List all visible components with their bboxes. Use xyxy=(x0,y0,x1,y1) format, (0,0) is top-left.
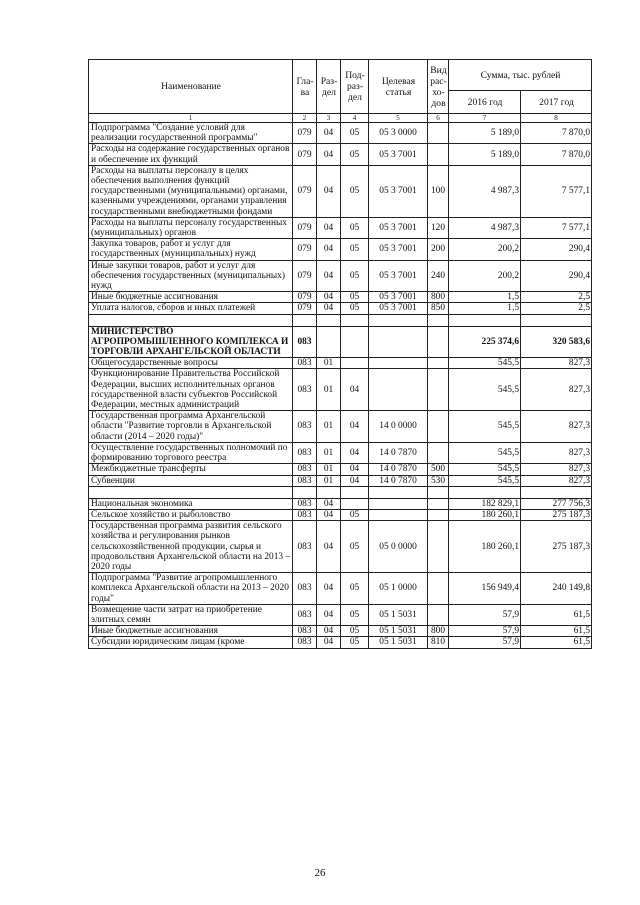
row-name-cell: Осуществление государственных полномочий по формированию торгового реестра xyxy=(89,442,293,463)
row-vid-cell: 530 xyxy=(428,475,449,486)
row-glava-cell: 079 xyxy=(293,144,317,165)
row-sum-2017-cell: 61,5 xyxy=(521,604,592,625)
budget-table-container xyxy=(88,59,591,649)
row-glava-cell: 083 xyxy=(293,442,317,463)
row-name-cell: Сельское хозяйство и рыболовство xyxy=(89,509,293,520)
row-sum-2017-cell: 2,5 xyxy=(521,303,592,314)
row-podrazdel-cell: 04 xyxy=(341,411,369,443)
row-name-cell: Национальная экономика xyxy=(89,498,293,509)
empty-cell xyxy=(428,314,449,326)
row-sum-2016-cell: 225 374,6 xyxy=(449,326,521,358)
table-row xyxy=(89,509,592,520)
row-sum-2017-cell: 827,3 xyxy=(521,442,592,463)
row-target-cell xyxy=(369,509,428,520)
row-sum-2017-cell: 827,3 xyxy=(521,358,592,369)
row-glava-cell: 083 xyxy=(293,358,317,369)
empty-cell xyxy=(521,314,592,326)
row-podrazdel-cell: 05 xyxy=(341,637,369,648)
row-vid-cell xyxy=(428,573,449,605)
empty-cell xyxy=(341,486,369,498)
table-row xyxy=(89,326,592,358)
empty-cell xyxy=(317,486,341,498)
row-razdel-cell: 04 xyxy=(317,521,341,573)
empty-cell xyxy=(369,486,428,498)
row-razdel-cell: 04 xyxy=(317,573,341,605)
column-number: 2 xyxy=(293,114,317,123)
row-sum-2016-cell: 5 189,0 xyxy=(449,144,521,165)
row-vid-cell xyxy=(428,498,449,509)
row-razdel-cell: 04 xyxy=(317,303,341,314)
row-glava-cell: 079 xyxy=(293,260,317,292)
row-name-cell: Государственная программа Архангельской области "Развитие торговли в Архангельской области (2014 – 2020 годы)" xyxy=(89,411,293,443)
row-podrazdel-cell: 04 xyxy=(341,442,369,463)
header-podrazdel: Под-раз-дел xyxy=(341,60,369,114)
row-vid-cell xyxy=(428,521,449,573)
row-name-cell: Расходы на содержание государственных органов и обеспечение их функций xyxy=(89,144,293,165)
row-sum-2016-cell: 182 829,1 xyxy=(449,498,521,509)
row-glava-cell: 079 xyxy=(293,303,317,314)
row-vid-cell: 200 xyxy=(428,239,449,260)
empty-cell xyxy=(521,486,592,498)
row-sum-2017-cell: 275 187,3 xyxy=(521,509,592,520)
row-sum-2016-cell: 57,9 xyxy=(449,604,521,625)
row-target-cell xyxy=(369,326,428,358)
row-name-cell: Подпрограмма "Развитие агропромышленного комплекса Архангельской области на 2013 – 2020 годы" xyxy=(89,573,293,605)
row-name-cell: Возмещение части затрат на приобретение элитных семян xyxy=(89,604,293,625)
table-row xyxy=(89,521,592,573)
row-glava-cell: 079 xyxy=(293,217,317,238)
row-name-cell: Подпрограмма "Создание условий для реализации государственной программы" xyxy=(89,123,293,144)
row-name-cell: Межбюджетные трансферты xyxy=(89,464,293,475)
row-sum-2016-cell: 4 987,3 xyxy=(449,165,521,217)
header-year-2017: 2017 год xyxy=(521,91,592,114)
row-target-cell: 14 0 7870 xyxy=(369,464,428,475)
row-vid-cell xyxy=(428,144,449,165)
table-row xyxy=(89,303,592,314)
row-sum-2016-cell: 57,9 xyxy=(449,626,521,637)
row-name-cell: Общегосударственные вопросы xyxy=(89,358,293,369)
row-vid-cell xyxy=(428,123,449,144)
row-podrazdel-cell: 05 xyxy=(341,303,369,314)
row-razdel-cell: 04 xyxy=(317,260,341,292)
row-razdel-cell: 04 xyxy=(317,217,341,238)
table-row xyxy=(89,358,592,369)
row-sum-2016-cell: 545,5 xyxy=(449,369,521,411)
header-glava: Гла-ва xyxy=(293,60,317,114)
row-razdel-cell xyxy=(317,326,341,358)
row-name-cell: Иные закупки товаров, работ и услуг для обеспечения государственных (муниципальных) нужд xyxy=(89,260,293,292)
row-sum-2016-cell: 57,9 xyxy=(449,637,521,648)
table-row xyxy=(89,498,592,509)
budget-table xyxy=(88,59,592,649)
row-podrazdel-cell: 05 xyxy=(341,626,369,637)
table-row xyxy=(89,464,592,475)
row-name-cell: МИНИСТЕРСТВО АГРОПРОМЫШЛЕННОГО КОМПЛЕКСА И ТОРГОВЛИ АРХАНГЕЛЬСКОЙ ОБЛАСТИ xyxy=(89,326,293,358)
row-glava-cell: 083 xyxy=(293,326,317,358)
row-vid-cell xyxy=(428,411,449,443)
row-razdel-cell: 01 xyxy=(317,411,341,443)
row-vid-cell xyxy=(428,604,449,625)
table-row xyxy=(89,292,592,303)
row-podrazdel-cell: 04 xyxy=(341,369,369,411)
row-razdel-cell: 04 xyxy=(317,637,341,648)
table-row xyxy=(89,411,592,443)
row-name-cell: Расходы на выплаты персоналу государственных (муниципальных) органов xyxy=(89,217,293,238)
row-vid-cell xyxy=(428,442,449,463)
row-target-cell: 05 3 7001 xyxy=(369,144,428,165)
row-sum-2016-cell: 545,5 xyxy=(449,464,521,475)
row-sum-2016-cell: 4 987,3 xyxy=(449,217,521,238)
table-row xyxy=(89,573,592,605)
row-razdel-cell: 01 xyxy=(317,442,341,463)
column-number: 8 xyxy=(521,114,592,123)
row-podrazdel-cell xyxy=(341,358,369,369)
column-number: 1 xyxy=(89,114,293,123)
row-name-cell: Уплата налогов, сборов и иных платежей xyxy=(89,303,293,314)
row-glava-cell: 083 xyxy=(293,637,317,648)
row-sum-2017-cell: 827,3 xyxy=(521,411,592,443)
row-target-cell: 05 1 5031 xyxy=(369,604,428,625)
row-sum-2017-cell: 290,4 xyxy=(521,260,592,292)
header-sum: Сумма, тыс. рублей xyxy=(449,60,592,91)
table-row xyxy=(89,260,592,292)
row-glava-cell: 083 xyxy=(293,573,317,605)
row-vid-cell: 240 xyxy=(428,260,449,292)
row-target-cell: 05 1 0000 xyxy=(369,573,428,605)
row-vid-cell xyxy=(428,509,449,520)
row-sum-2017-cell: 61,5 xyxy=(521,626,592,637)
row-vid-cell xyxy=(428,358,449,369)
table-row xyxy=(89,442,592,463)
row-sum-2016-cell: 180 260,1 xyxy=(449,521,521,573)
row-sum-2016-cell: 200,2 xyxy=(449,260,521,292)
empty-cell xyxy=(369,314,428,326)
row-razdel-cell: 04 xyxy=(317,144,341,165)
table-header xyxy=(89,60,592,123)
row-podrazdel-cell: 05 xyxy=(341,573,369,605)
row-sum-2017-cell: 827,3 xyxy=(521,475,592,486)
row-razdel-cell: 04 xyxy=(317,509,341,520)
header-vid: Вид рас-хо-дов xyxy=(428,60,449,114)
empty-cell xyxy=(449,486,521,498)
row-sum-2016-cell: 545,5 xyxy=(449,442,521,463)
row-glava-cell: 083 xyxy=(293,509,317,520)
row-razdel-cell: 04 xyxy=(317,498,341,509)
row-target-cell: 05 3 7001 xyxy=(369,303,428,314)
blank-row xyxy=(89,314,592,326)
row-podrazdel-cell: 05 xyxy=(341,509,369,520)
row-vid-cell xyxy=(428,326,449,358)
column-number: 7 xyxy=(449,114,521,123)
row-name-cell: Иные бюджетные ассигнования xyxy=(89,626,293,637)
row-target-cell: 05 3 7001 xyxy=(369,165,428,217)
row-target-cell: 05 3 7001 xyxy=(369,239,428,260)
row-vid-cell: 120 xyxy=(428,217,449,238)
row-sum-2016-cell: 1,5 xyxy=(449,292,521,303)
header-name: Наименование xyxy=(89,60,293,114)
row-vid-cell xyxy=(428,369,449,411)
row-razdel-cell: 04 xyxy=(317,165,341,217)
empty-cell xyxy=(293,314,317,326)
row-sum-2017-cell: 827,3 xyxy=(521,369,592,411)
row-sum-2016-cell: 545,5 xyxy=(449,358,521,369)
row-vid-cell: 810 xyxy=(428,637,449,648)
row-sum-2017-cell: 7 870,0 xyxy=(521,144,592,165)
empty-cell xyxy=(428,486,449,498)
column-number: 6 xyxy=(428,114,449,123)
row-podrazdel-cell: 05 xyxy=(341,604,369,625)
column-number: 3 xyxy=(317,114,341,123)
row-target-cell: 05 3 7001 xyxy=(369,292,428,303)
row-name-cell: Иные бюджетные ассигнования xyxy=(89,292,293,303)
row-vid-cell: 850 xyxy=(428,303,449,314)
table-body xyxy=(89,123,592,649)
row-glava-cell: 079 xyxy=(293,165,317,217)
row-sum-2016-cell: 5 189,0 xyxy=(449,123,521,144)
row-target-cell: 05 3 7001 xyxy=(369,260,428,292)
row-name-cell: Субсидии юридическим лицам (кроме xyxy=(89,637,293,648)
row-razdel-cell: 01 xyxy=(317,369,341,411)
row-glava-cell: 083 xyxy=(293,411,317,443)
row-target-cell: 05 1 5031 xyxy=(369,637,428,648)
row-glava-cell: 079 xyxy=(293,292,317,303)
row-podrazdel-cell xyxy=(341,498,369,509)
row-vid-cell: 800 xyxy=(428,626,449,637)
row-razdel-cell: 04 xyxy=(317,604,341,625)
row-podrazdel-cell: 05 xyxy=(341,260,369,292)
row-podrazdel-cell: 05 xyxy=(341,144,369,165)
row-razdel-cell: 04 xyxy=(317,626,341,637)
table-row xyxy=(89,239,592,260)
empty-cell xyxy=(89,314,293,326)
row-sum-2016-cell: 156 949,4 xyxy=(449,573,521,605)
row-sum-2017-cell: 827,3 xyxy=(521,464,592,475)
row-glava-cell: 083 xyxy=(293,498,317,509)
row-podrazdel-cell: 05 xyxy=(341,521,369,573)
row-podrazdel-cell: 05 xyxy=(341,239,369,260)
header-razdel: Раз-дел xyxy=(317,60,341,114)
row-target-cell: 05 3 0000 xyxy=(369,123,428,144)
row-glava-cell: 079 xyxy=(293,239,317,260)
row-target-cell: 14 0 7870 xyxy=(369,442,428,463)
row-glava-cell: 083 xyxy=(293,464,317,475)
row-sum-2016-cell: 1,5 xyxy=(449,303,521,314)
empty-cell xyxy=(89,486,293,498)
column-number: 4 xyxy=(341,114,369,123)
table-row xyxy=(89,637,592,648)
row-target-cell: 14 0 0000 xyxy=(369,411,428,443)
row-name-cell: Расходы на выплаты персоналу в целях обеспечения выполнения функций государственными (муниципальными) органами, казенными учреждениями, органами управления государственными внебюджетными фондами xyxy=(89,165,293,217)
table-row xyxy=(89,217,592,238)
row-sum-2016-cell: 200,2 xyxy=(449,239,521,260)
row-target-cell xyxy=(369,369,428,411)
table-row xyxy=(89,144,592,165)
header-year-2016: 2016 год xyxy=(449,91,521,114)
row-sum-2017-cell: 2,5 xyxy=(521,292,592,303)
column-number: 5 xyxy=(369,114,428,123)
column-numbers-row xyxy=(89,114,592,123)
row-sum-2016-cell: 545,5 xyxy=(449,475,521,486)
row-name-cell: Субвенции xyxy=(89,475,293,486)
row-sum-2017-cell: 7 577,1 xyxy=(521,217,592,238)
row-glava-cell: 083 xyxy=(293,626,317,637)
row-glava-cell: 079 xyxy=(293,123,317,144)
row-razdel-cell: 04 xyxy=(317,123,341,144)
row-target-cell xyxy=(369,358,428,369)
row-sum-2016-cell: 180 260,1 xyxy=(449,509,521,520)
empty-cell xyxy=(449,314,521,326)
blank-row xyxy=(89,486,592,498)
row-name-cell: Функционирование Правительства Российской Федерации, высших исполнительных органов государственной власти субъектов Российской Федерации, местных администраций xyxy=(89,369,293,411)
row-sum-2017-cell: 320 583,6 xyxy=(521,326,592,358)
row-sum-2017-cell: 275 187,3 xyxy=(521,521,592,573)
row-podrazdel-cell: 05 xyxy=(341,165,369,217)
row-glava-cell: 083 xyxy=(293,521,317,573)
row-glava-cell: 083 xyxy=(293,369,317,411)
row-vid-cell: 100 xyxy=(428,165,449,217)
row-razdel-cell: 01 xyxy=(317,358,341,369)
table-row xyxy=(89,369,592,411)
row-target-cell: 05 1 5031 xyxy=(369,626,428,637)
table-row xyxy=(89,123,592,144)
row-glava-cell: 083 xyxy=(293,475,317,486)
table-row xyxy=(89,604,592,625)
row-razdel-cell: 04 xyxy=(317,292,341,303)
row-podrazdel-cell: 04 xyxy=(341,475,369,486)
row-target-cell: 05 3 7001 xyxy=(369,217,428,238)
row-podrazdel-cell: 05 xyxy=(341,217,369,238)
row-podrazdel-cell xyxy=(341,326,369,358)
row-sum-2017-cell: 7 577,1 xyxy=(521,165,592,217)
table-row xyxy=(89,165,592,217)
row-vid-cell: 500 xyxy=(428,464,449,475)
row-sum-2017-cell: 290,4 xyxy=(521,239,592,260)
row-name-cell: Закупка товаров, работ и услуг для государственных (муниципальных) нужд xyxy=(89,239,293,260)
row-target-cell xyxy=(369,498,428,509)
row-sum-2017-cell: 61,5 xyxy=(521,637,592,648)
table-row xyxy=(89,475,592,486)
header-target: Целевая статья xyxy=(369,60,428,114)
row-glava-cell: 083 xyxy=(293,604,317,625)
row-sum-2017-cell: 240 149,8 xyxy=(521,573,592,605)
row-target-cell: 14 0 7870 xyxy=(369,475,428,486)
empty-cell xyxy=(341,314,369,326)
row-vid-cell: 800 xyxy=(428,292,449,303)
row-target-cell: 05 0 0000 xyxy=(369,521,428,573)
row-razdel-cell: 04 xyxy=(317,239,341,260)
row-sum-2017-cell: 277 756,3 xyxy=(521,498,592,509)
row-razdel-cell: 01 xyxy=(317,464,341,475)
row-name-cell: Государственная программа развития сельского хозяйства и регулирования рынков сельскохозяйственной продукции, сырья и продовольствия Архангельской области на 2013 – 2020 годы xyxy=(89,521,293,573)
row-podrazdel-cell: 04 xyxy=(341,464,369,475)
empty-cell xyxy=(317,314,341,326)
table-row xyxy=(89,626,592,637)
row-sum-2017-cell: 7 870,0 xyxy=(521,123,592,144)
row-sum-2016-cell: 545,5 xyxy=(449,411,521,443)
row-podrazdel-cell: 05 xyxy=(341,123,369,144)
page-number: 26 xyxy=(314,867,326,879)
row-podrazdel-cell: 05 xyxy=(341,292,369,303)
empty-cell xyxy=(293,486,317,498)
row-razdel-cell: 01 xyxy=(317,475,341,486)
